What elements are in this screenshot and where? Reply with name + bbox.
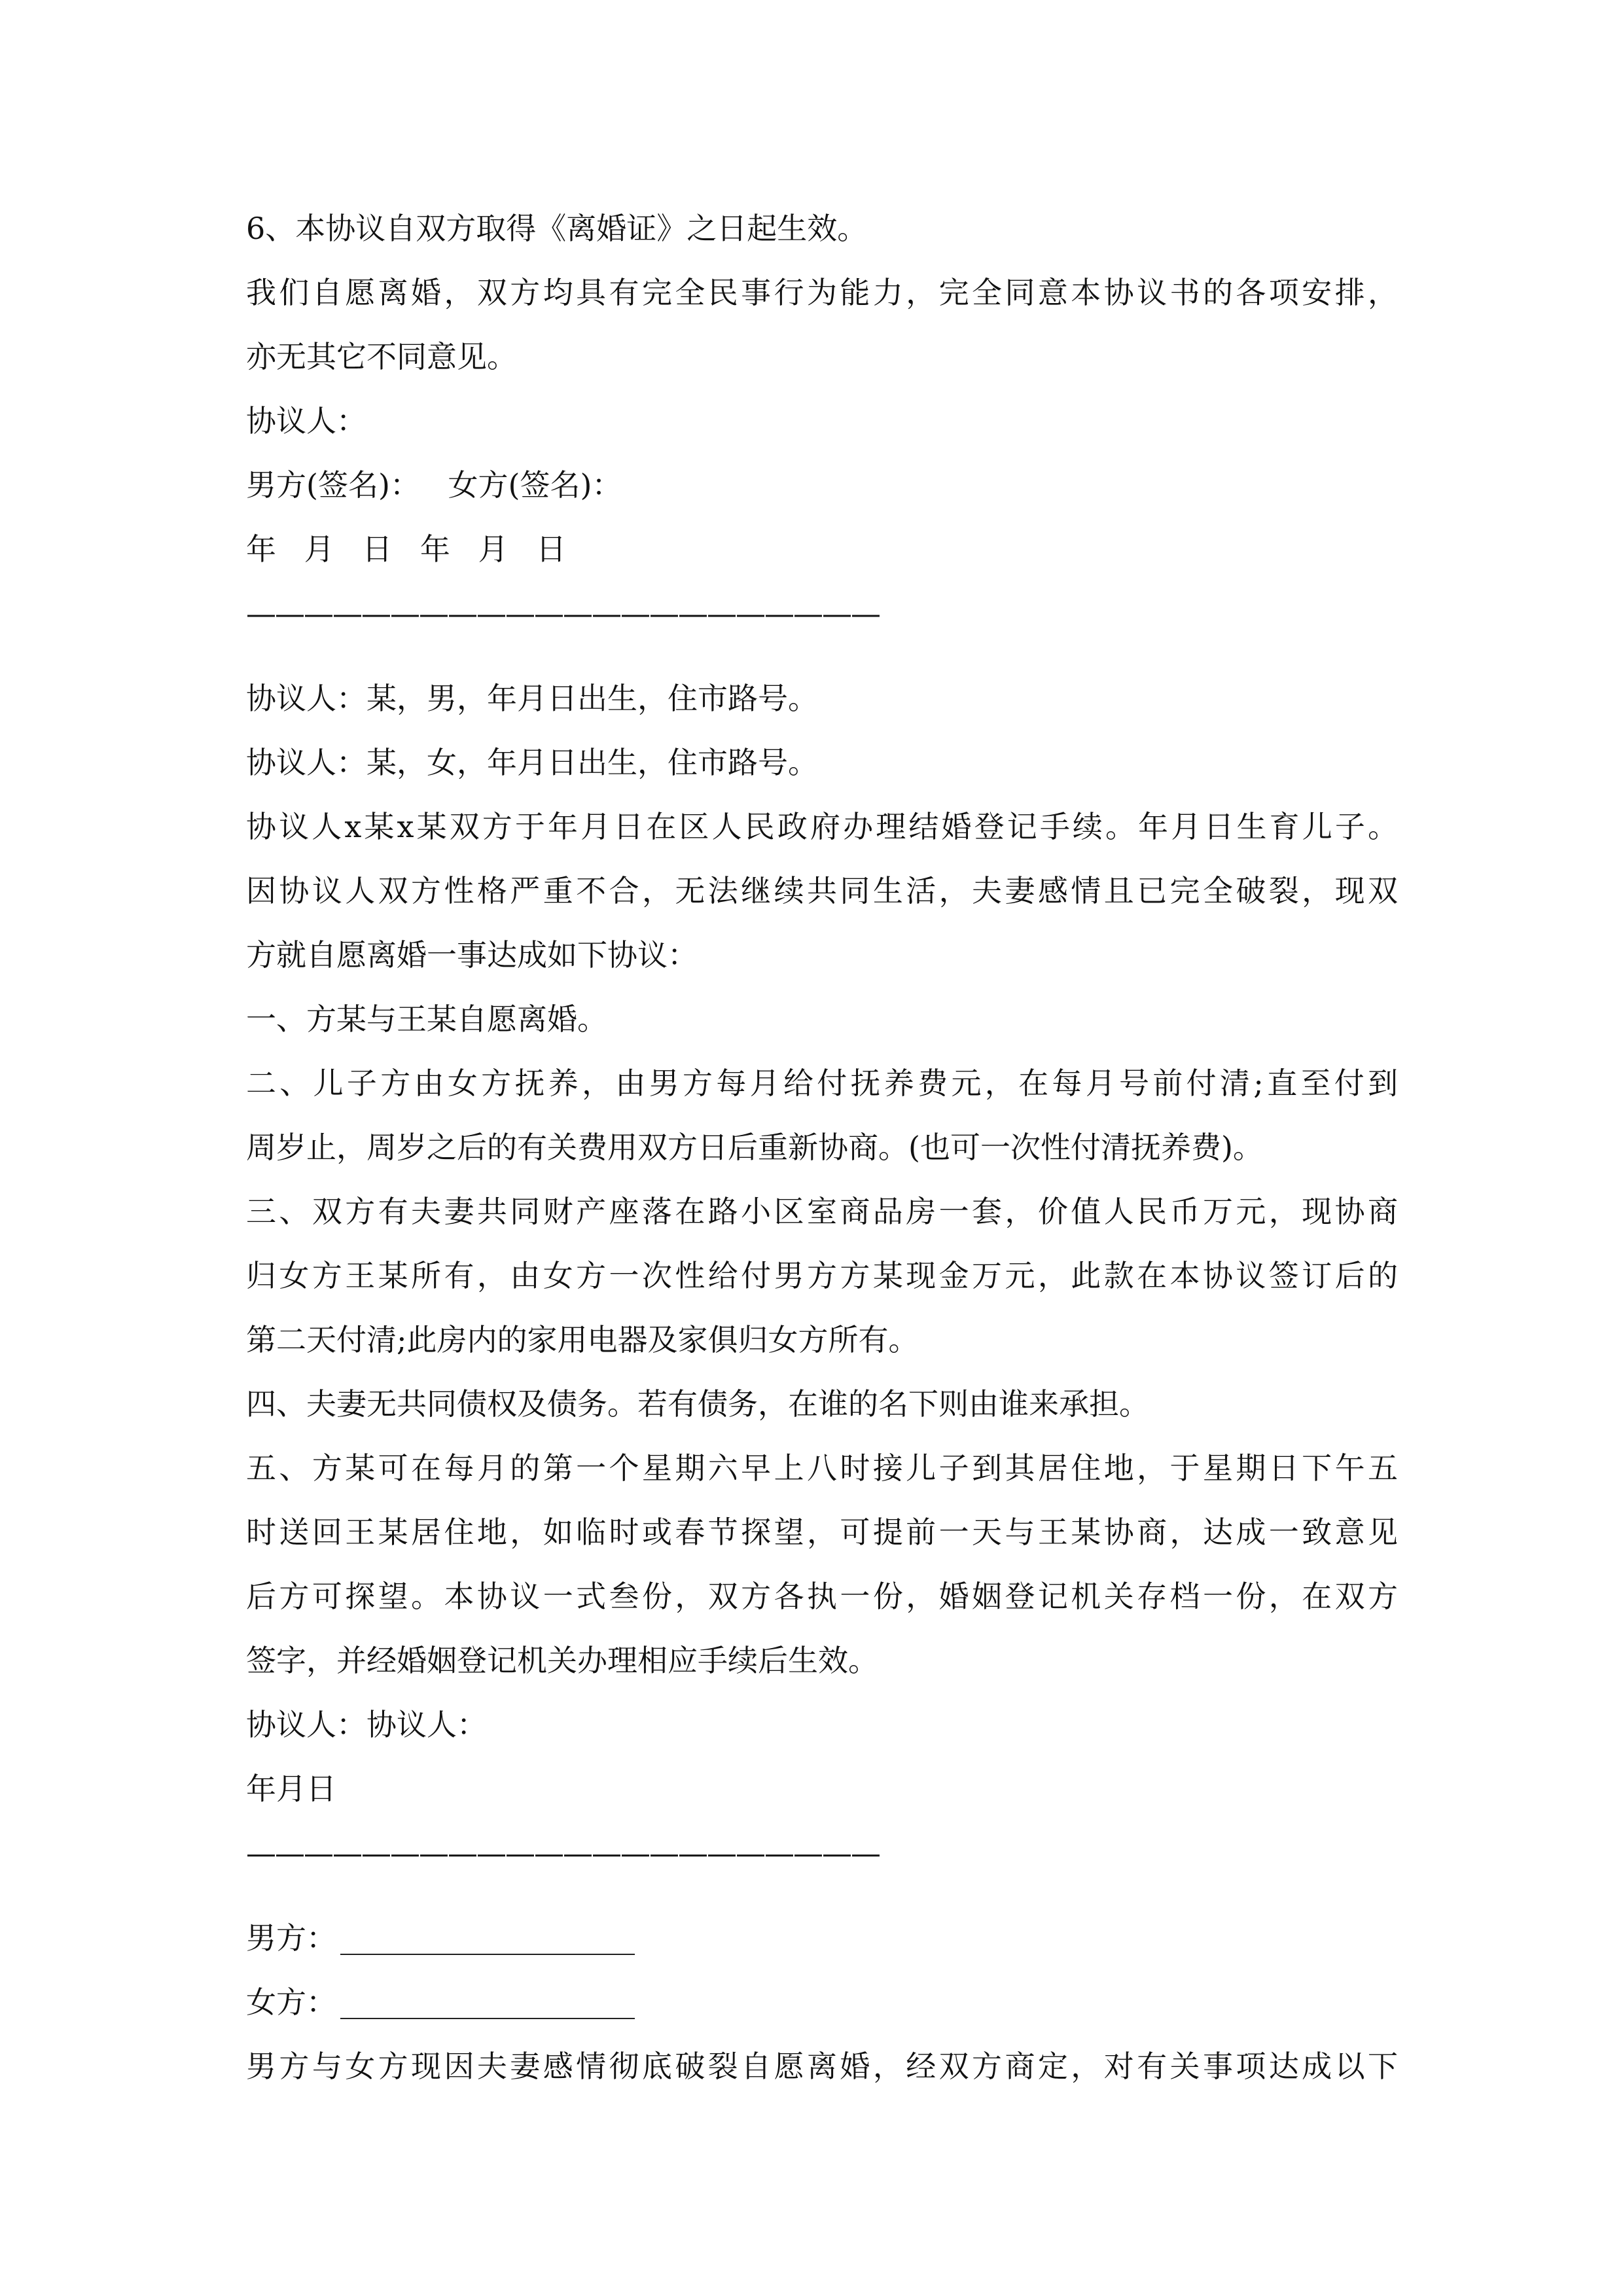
signatories-label: 协议人： <box>246 403 366 439</box>
section-divider-1: —————————————————————— <box>246 596 880 631</box>
article-5-line-1: 五、方某可在每月的第一个星期六早上八时接儿子到其居住地，于星期日下午五 <box>246 1450 1398 1486</box>
voluntary-statement-line-1: 我们自愿离婚，双方均具有完全民事行为能力，完全同意本协议书的各项安排， <box>246 275 1398 310</box>
article-3-line-3: 第二天付清;此房内的家用电器及家俱归女方所有。 <box>246 1322 919 1357</box>
male-name-label: 男方： <box>246 1920 336 1956</box>
new-agreement-intro: 男方与女方现因夫妻感情彻底破裂自愿离婚，经双方商定，对有关事项达成以下 <box>246 2049 1398 2084</box>
date-row-2: 年月日 <box>246 1771 336 1806</box>
female-name-blank <box>340 2017 635 2019</box>
male-name-blank <box>340 1952 635 1955</box>
article-5-line-2: 时送回王某居住地，如临时或春节探望，可提前一天与王某协商，达成一致意见 <box>246 1515 1398 1550</box>
party-female-info: 协议人：某，女，年月日出生，住市路号。 <box>246 745 818 780</box>
clause-6-effective: 6、本协议自双方取得《离婚证》之日起生效。 <box>246 211 868 246</box>
reason-line-1: 因协议人双方性格严重不合，无法继续共同生活，夫妻感情且已完全破裂，现双 <box>246 873 1398 908</box>
article-1: 一、方某与王某自愿离婚。 <box>246 1001 607 1037</box>
document-body <box>246 196 1398 2098</box>
article-3-line-1: 三、双方有夫妻共同财产座落在路小区室商品房一套，价值人民币万元，现协商 <box>246 1194 1398 1229</box>
article-5-line-4: 签字，并经婚姻登记机关办理相应手续后生效。 <box>246 1643 878 1678</box>
female-signature-label: 女方(签名)： <box>448 467 622 503</box>
marriage-registration-line: 协议人x某x某双方于年月日在区人民政府办理结婚登记手续。年月日生育儿子。 <box>246 809 1398 844</box>
male-name-row <box>246 1906 1398 1970</box>
party-male-info: 协议人：某，男，年月日出生，住市路号。 <box>246 681 818 716</box>
female-name-label: 女方： <box>246 1984 336 2020</box>
signatories-row-2: 协议人：协议人： <box>246 1707 487 1742</box>
voluntary-statement-line-2: 亦无其它不同意见。 <box>246 339 517 374</box>
signature-date-row: 年 月 日 年 月 日 <box>246 531 576 567</box>
female-name-row <box>246 1970 1398 2034</box>
article-5-line-3: 后方可探望。本协议一式叁份，双方各执一份，婚姻登记机关存档一份，在双方 <box>246 1579 1398 1614</box>
article-3-line-2: 归女方王某所有，由女方一次性给付男方方某现金万元，此款在本协议签订后的 <box>246 1258 1398 1293</box>
article-2-line-2: 周岁止，周岁之后的有关费用双方日后重新协商。(也可一次性付清抚养费)。 <box>246 1130 1263 1165</box>
signature-row <box>246 453 1398 517</box>
reason-line-2: 方就自愿离婚一事达成如下协议： <box>246 937 698 973</box>
male-signature-label: 男方(签名)： <box>246 467 420 503</box>
article-4: 四、夫妻无共同债权及债务。若有债务，在谁的名下则由谁来承担。 <box>246 1386 1149 1422</box>
article-2-line-1: 二、儿子方由女方抚养，由男方每月给付抚养费元，在每月号前付清;直至付到 <box>246 1066 1398 1101</box>
section-divider-2: —————————————————————— <box>246 1835 880 1871</box>
